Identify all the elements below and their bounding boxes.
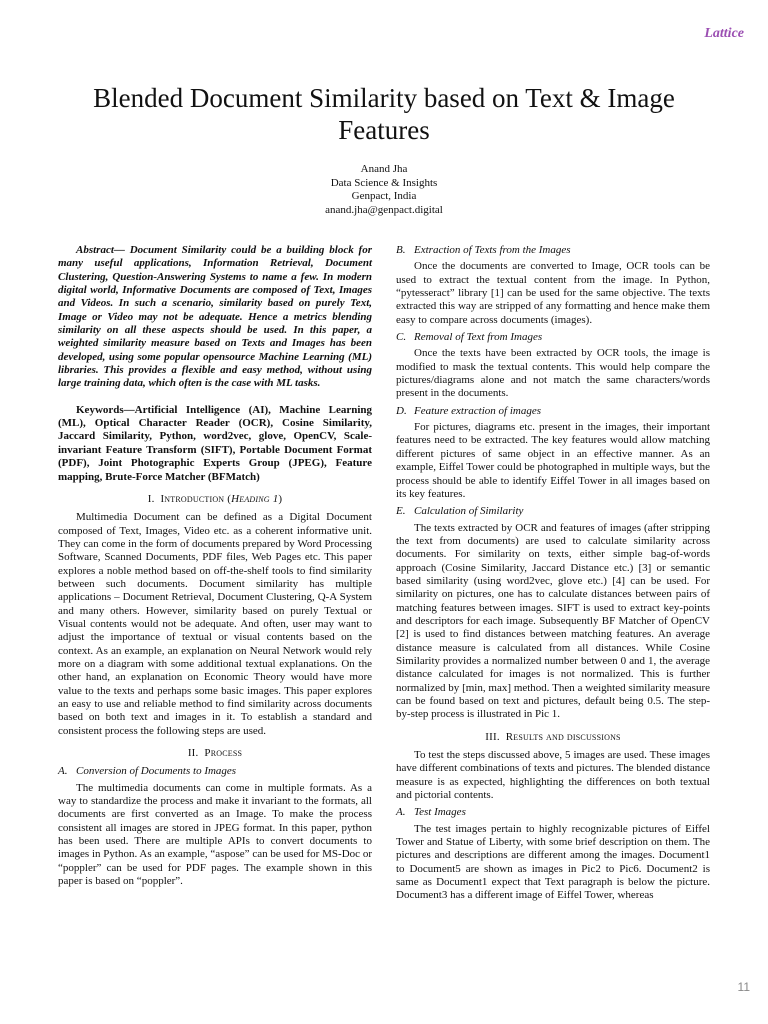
- test-images-body: The test images pertain to highly recognizable pictures of Eiffel Tower and Statue of Liberty, with some brief description on them. The pictures and descriptions are different among the images. Document1 to Document5 are shown as images in Pic2 to Pic6. Document2 is same as Document1 expect that Text paragraph is below the picture. Document3 has a different image of Eiffel Tower, whereas: [396, 822, 710, 902]
- right-column: [396, 244, 710, 903]
- section-title-italic: Heading 1: [231, 492, 279, 505]
- subsection-title: Calculation of Similarity: [414, 505, 524, 518]
- author-email[interactable]: anand.jha@genpact.digital: [325, 203, 443, 216]
- author-department: Data Science & Insights: [330, 176, 438, 189]
- journal-name: Lattice: [704, 26, 744, 41]
- author-org: Genpact, India: [351, 190, 417, 202]
- left-column: [58, 244, 372, 888]
- subsection-e-body: The texts extracted by OCR and features of images (after stripping the text from documents) are used to calculate similarity across documents. For similarity on texts, either simple bag-of-words approach (Cosine Similarity, Jaccard Distance etc.) [3] or semantic based similarity (using word2vec, glove etc.) [4] can be used. For similarity on pictures, one has to calculate distances between pairs of matching features between images. SIFT is used to extract key-points and descriptors for each image. Subsequently BF Matcher of OpenCV [2] is used to find distances between matching features. An average distance measure is calculated from all distances. While Cosine Similarity provides a normalized number between 0 and 1, the average distance calculated for images is not normalized. This is further normalized by [min, max] method. Then a weighted similarity measure can be found based on text and pictures, default being 0.5. The step-by-step process is illustrated in Pic 1.: [396, 521, 710, 721]
- subsection-number: D.: [396, 404, 407, 417]
- subsection-heading-d: [396, 405, 710, 418]
- subsection-number: C.: [396, 331, 407, 344]
- subsection-title: Test Images: [414, 806, 466, 819]
- paper-title: Blended Document Similarity based on Text & Image Features: [93, 83, 675, 145]
- section-title: Introduction (: [160, 492, 232, 505]
- section-heading-introduction: [58, 493, 372, 506]
- section-number: I.: [147, 492, 155, 505]
- subsection-d-body: For pictures, diagrams etc. present in the images, their important features need to be extracted. The key features would allow matching different pictures of same object in an effective manner. As an example, Eiffel Tower could be photographed in multiple ways, but the process should be able to identify Eiffel Tower in all images based on its key features.: [396, 421, 710, 500]
- subsection-heading-b: [396, 244, 710, 257]
- results-body: To test the steps discussed above, 5 images are used. These images have different combinations of texts and pictures. The blended distance measure is as expected, highlighting the differences on both textual and pictorial contents.: [396, 749, 710, 802]
- subsection-number: E.: [396, 505, 406, 518]
- subsection-c-body: Once the texts have been extracted by OCR tools, the image is modified to mask the textual contents. This would help compare the pictures/diagrams alone and not match the same characters/words present in the documents.: [396, 347, 710, 400]
- subsection-heading-c: [396, 331, 710, 344]
- subsection-heading-a: [58, 765, 372, 778]
- section-number: III.: [485, 730, 500, 743]
- subsection-number: A.: [396, 806, 406, 819]
- keywords: Keywords—Artificial Intelligence (AI), Machine Learning (ML), Optical Character Reader (OCR), Cosine Similarity, Jaccard Similarity, Python, word2vec, glove, OpenCV, Scale-invariant Feature Transform (SIFT), Portable Document Format (PDF), Joint Photographic Experts Group (JPEG), Feature mapping, Brute-Force Matcher (BFMatch): [58, 403, 372, 483]
- section-title-end: ): [278, 492, 283, 505]
- page-number: 11: [737, 980, 750, 994]
- subsection-title: Extraction of Texts from the Images: [414, 244, 571, 256]
- subsection-b-body: Once the documents are converted to Image, OCR tools can be used to extract the textual content from the image. In Python, “pytesseract” library [1] can be used for the same objective. The texts extracted this way are stripped of any formatting and hence make them easy to compare across documents (images).: [396, 260, 710, 326]
- author-block: [234, 163, 534, 217]
- section-title: Process: [204, 747, 243, 760]
- section-heading-results: [396, 731, 710, 744]
- subsection-title: Removal of Text from Images: [414, 331, 543, 344]
- section-number: II.: [187, 747, 199, 760]
- subsection-heading-e: [396, 505, 710, 518]
- subsection-number: A.: [58, 765, 68, 778]
- section-heading-process: [58, 747, 372, 760]
- subsection-title: Conversion of Documents to Images: [76, 765, 237, 778]
- subsection-title: Feature extraction of images: [414, 404, 541, 417]
- abstract: Abstract— Document Similarity could be a building block for many useful applications, Information Retrieval, Document Clustering, Question-Answering Systems to name a few. In modern digital world, Informative Documents are composed of Text, Images and Videos. In such a scenario, similarity based on purely Text, Image or Video may not be adequate. Hence a metrics blending similarity on all these aspects should be used. In this paper, a weighted similarity measure based on Texts and Images has been developed, using some popular opensource Machine Learning (ML) libraries. This provides a flexible and easy method, without using large training data, which often is the case with ML tasks.: [58, 244, 372, 390]
- introduction-body: Multimedia Document can be defined as a Digital Document composed of Text, Images, Video etc. as a coherent informative unit. They can come in the form of documents prepared by Word Processing Software, Scanned Documents, PDF files, Web Pages etc. This paper explores a noble method based on off-the-shelf tools to find similarity between such documents. Document similarity has multiple applications – Document Retrieval, Document Clustering, Q-A System and many others. However, similarity based on purely Textual or Visual contents would not be adequate. And often, user may want to adjust the importance of textual or visual contents based on the context. As an example, an explanation on Neural Network would rely more on a diagram with some additional textual explanations. On the other hand, an explanation on Economic Theory would have more value to the texts and perhaps some basic images. This paper explores an easy to use and reliable method to find similarity across documents based on both text and images in it. To establish a standard and consistent process the following steps are used.: [58, 511, 372, 737]
- subsection-number: B.: [396, 244, 406, 256]
- subsection-a-body: The multimedia documents can come in multiple formats. As a way to standardize the process and make it invariant to the formats, all documents are first converted as an Image. To make the process consistent all images are stored in JPEG format. In this paper, python has been used. There are multiple APIs to convert documents to images in Python. As an example, “aspose” can be used for MS-Doc or “poppler” can be used for PDF pages. The example shown in this paper is based on “poppler”.: [58, 781, 372, 888]
- subsection-heading-test-images: [396, 806, 710, 819]
- section-title: Results and discussions: [505, 730, 621, 743]
- author-name: Anand Jha: [360, 163, 408, 175]
